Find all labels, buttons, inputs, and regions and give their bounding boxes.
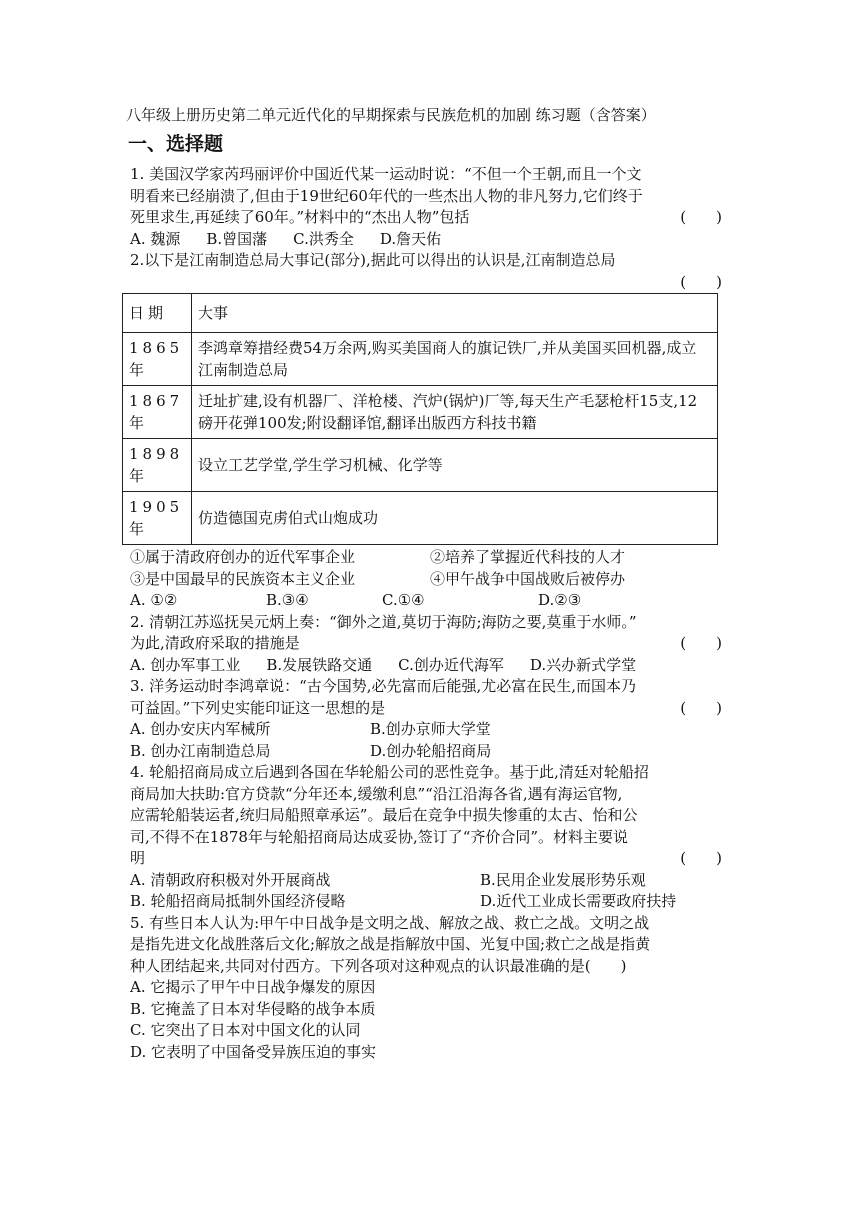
question-1 <box>130 164 730 250</box>
events-table <box>122 293 718 545</box>
question-5-stem-line: 商局加大扶助:官方贷款“分年还本,缓缴利息”“沿江沿海各省,遇有海运官物, <box>130 784 623 803</box>
document-title: 八年级上册历史第二单元近代化的早期探索与民族危机的加剧 练习题（含答案） <box>126 106 656 124</box>
option-a: A. 创办安庆内军械所 <box>130 720 271 738</box>
question-6-stem-line: 是指先进文化战胜落后文化;解放之战是指解放中国、光复中国;救亡之战是指黄 <box>130 935 651 953</box>
row-event: 李鸿章筹措经费54万余两,购买美国商人的旗记铁厂,并从美国买回机器,成立江南制造总局 <box>192 333 718 386</box>
option-d: D.近代工业成长需要政府扶持 <box>480 892 677 910</box>
row-date: 1867年 <box>123 386 192 439</box>
option-d: D.②③ <box>538 591 582 609</box>
question-5-options <box>130 870 730 892</box>
question-4 <box>130 676 730 762</box>
question-1-stem-line: 死里求生,再延续了60年。”材料中的“杰出人物”包括 <box>130 208 470 226</box>
header-date: 日期 <box>123 294 192 333</box>
question-2-options <box>130 590 730 612</box>
table-row <box>123 386 718 439</box>
statement-2: ②培养了掌握近代科技的人才 <box>430 548 626 566</box>
option-b: B.创办京师大学堂 <box>370 720 491 738</box>
row-event: 设立工艺学堂,学生学习机械、化学等 <box>192 439 718 492</box>
option-b: B.③④ <box>266 591 309 609</box>
question-5-stem-line: 司,不得不在1878年与轮船招商局达成妥协,签订了“齐价合同”。材料主要说 <box>130 827 629 846</box>
question-4-stem-line: 可益固。”下列史实能印证这一思想的是 <box>130 698 386 717</box>
option-c: C. 它突出了日本对中国文化的认同 <box>130 1021 361 1039</box>
statements-row <box>130 569 730 591</box>
question-4-options <box>130 741 730 763</box>
option-b: B.曾国藩 <box>206 229 268 248</box>
option-b: B. 它掩盖了日本对华侵略的战争本质 <box>130 999 376 1018</box>
statement-4: ④甲午战争中国战败后被停办 <box>430 569 626 588</box>
option-c: B. 创办江南制造总局 <box>130 741 271 760</box>
table-header-row <box>123 294 718 333</box>
document-page <box>126 104 730 1063</box>
answer-paren: ( ) <box>680 849 722 867</box>
question-1-stem-line: 1. 美国汉学家芮玛丽评价中国近代某一运动时说：“不但一个王朝,而且一个文 <box>130 165 642 183</box>
question-6-stem-line: 种人团结起来,共同对付西方。下列各项对这种观点的认识最准确的是( ) <box>130 956 627 975</box>
option-d: D.詹天佑 <box>379 229 442 248</box>
question-5-stem-line: 4. 轮船招商局成立后遇到各国在华轮船公司的恶性竞争。基于此,清廷对轮船招 <box>130 763 649 781</box>
question-2-stem: 2.以下是江南制造总局大事记(部分),据此可以得出的认识是,江南制造总局 <box>130 251 616 269</box>
answer-paren: ( ) <box>680 208 722 226</box>
table-row <box>123 439 718 492</box>
question-6-stem-line: 5. 有些日本人认为:甲午中日战争是文明之战、解放之战、救亡之战。文明之战 <box>130 913 650 932</box>
option-c: C.①④ <box>382 591 425 609</box>
row-date: 1865年 <box>123 333 192 386</box>
statement-3: ③是中国最早的民族资本主义企业 <box>130 569 356 588</box>
table-row <box>123 492 718 545</box>
question-3-stem-line: 2. 清朝江苏巡抚吴元炳上奏：“御外之道,莫切于海防;海防之要,莫重于水师。” <box>130 612 637 631</box>
option-a: A. 它揭示了甲午中日战争爆发的原因 <box>130 978 376 996</box>
answer-paren: ( ) <box>680 272 722 291</box>
option-d: D.创办轮船招商局 <box>370 741 492 760</box>
option-b: B.民用企业发展形势乐观 <box>480 870 646 889</box>
statements-row <box>130 547 730 569</box>
header-event: 大事 <box>192 294 718 333</box>
question-5-stem-line: 应需轮船装运者,统归局船照章承运”。最后在竞争中损失惨重的太古、怡和公 <box>130 806 638 824</box>
statement-1: ①属于清政府创办的近代军事企业 <box>130 548 356 566</box>
question-5-options <box>130 891 730 913</box>
row-date: 1905年 <box>123 492 192 545</box>
question-6 <box>130 913 730 1064</box>
option-d: D.兴办新式学堂 <box>529 655 637 674</box>
question-2 <box>130 250 730 612</box>
answer-paren: ( ) <box>680 634 722 652</box>
row-event: 仿造德国克虏伯式山炮成功 <box>192 492 718 545</box>
option-c: C.创办近代海军 <box>398 655 504 674</box>
option-a: A. ①② <box>130 591 178 609</box>
question-3-options <box>130 655 730 677</box>
option-c: B. 轮船招商局抵制外国经济侵略 <box>130 892 346 910</box>
question-3-stem-line: 为此,清政府采取的措施是 <box>130 634 300 652</box>
option-b: B.发展铁路交通 <box>266 655 373 674</box>
option-a: A. 清朝政府积极对外开展商战 <box>130 870 331 889</box>
question-5 <box>130 762 730 913</box>
question-1-stem-line: 明看来已经崩溃了,但由于19世纪60年代的一些杰出人物的非凡努力,它们终于 <box>130 186 643 205</box>
option-a: A. 创办军事工业 <box>130 655 241 674</box>
row-event: 迁址扩建,设有机器厂、洋枪楼、汽炉(锅炉)厂等,每天生产毛瑟枪杆15支,12磅开花弹100发;附设翻译馆,翻译出版西方科技书籍 <box>192 386 718 439</box>
option-d: D. 它表明了中国备受异族压迫的事实 <box>130 1042 377 1061</box>
option-c: C.洪秀全 <box>293 229 354 248</box>
answer-paren: ( ) <box>680 698 722 717</box>
row-date: 1898年 <box>123 439 192 492</box>
option-a: A. 魏源 <box>130 229 181 248</box>
table-row <box>123 333 718 386</box>
question-4-stem-line: 3. 洋务运动时李鸿章说：“古今国势,必先富而后能强,尤必富在民生,而国本乃 <box>130 677 637 695</box>
question-3 <box>130 612 730 677</box>
question-4-options <box>130 719 730 741</box>
question-5-stem-line: 明 <box>130 849 146 867</box>
question-1-options <box>130 229 730 251</box>
section-title: 一、选择题 <box>128 133 224 155</box>
